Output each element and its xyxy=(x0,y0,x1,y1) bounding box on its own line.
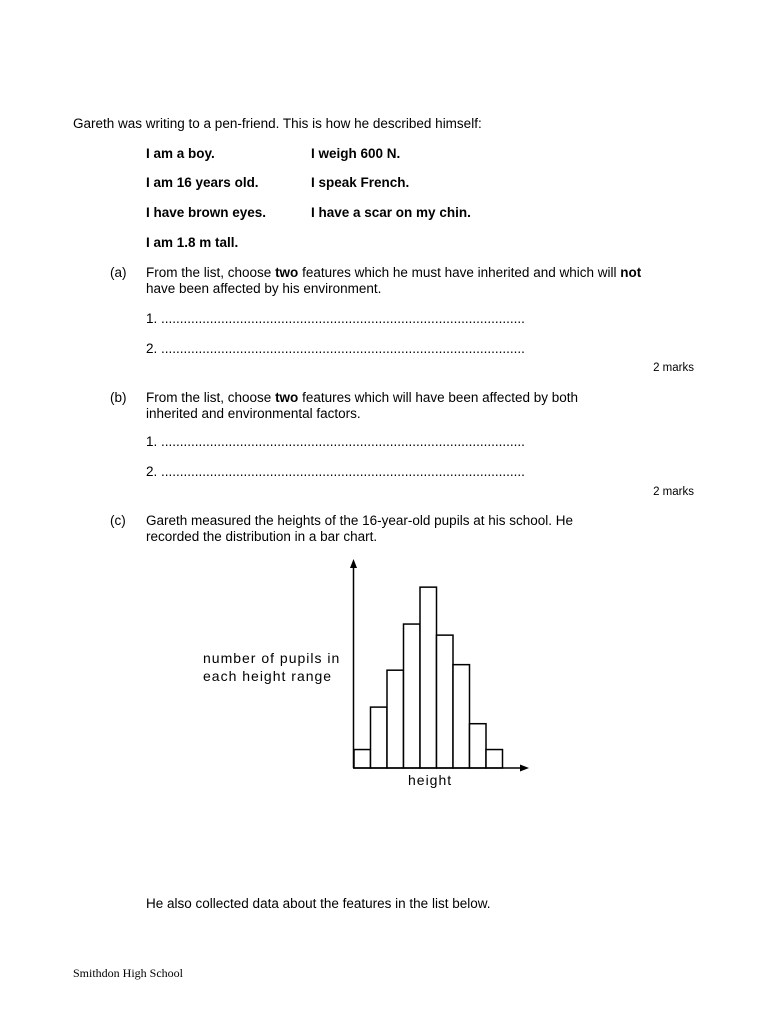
part-c-question: Gareth measured the heights of the 16-year-old pupils at his school. He recorded the distribution in a bar chart. xyxy=(146,513,573,544)
marks-a: 2 marks xyxy=(653,362,694,374)
bar-6 xyxy=(437,635,454,768)
bar-9 xyxy=(486,750,503,768)
feature-item: I am 1.8 m tall. xyxy=(146,235,239,250)
y-axis-arrow xyxy=(350,559,357,568)
bar-5 xyxy=(420,587,437,768)
bar-7 xyxy=(453,665,470,768)
bar-1 xyxy=(354,750,371,768)
bar-4 xyxy=(404,624,421,768)
marks-b: 2 marks xyxy=(653,486,694,498)
answer-line-a2[interactable]: 2. ................................................................................................. xyxy=(146,341,525,356)
feature-item: I am a boy. xyxy=(146,146,215,161)
footer-school-name: Smithdon High School xyxy=(73,966,184,980)
feature-item: I speak French. xyxy=(311,175,410,190)
bar-8 xyxy=(470,724,487,768)
answer-line-a1[interactable]: 1. ................................................................................................. xyxy=(146,311,525,326)
feature-item: I am 16 years old. xyxy=(146,175,259,190)
closing-text: He also collected data about the features in the list below. xyxy=(146,896,491,911)
part-a-label: (a) xyxy=(110,265,127,280)
part-b-label: (b) xyxy=(110,390,127,405)
part-b-question: From the list, choose two features which will have been affected by both inherited and environmental factors. xyxy=(146,390,578,421)
intro-text: Gareth was writing to a pen-friend. This is how he described himself: xyxy=(73,116,482,131)
feature-item: I have brown eyes. xyxy=(146,205,267,220)
answer-line-b1[interactable]: 1. ................................................................................................. xyxy=(146,434,525,449)
chart-ylabel: number of pupils in each height range xyxy=(203,650,341,684)
part-c-label: (c) xyxy=(110,513,126,528)
feature-item: I have a scar on my chin. xyxy=(311,205,471,220)
answer-line-b2[interactable]: 2. ................................................................................................. xyxy=(146,464,525,479)
part-a-question: From the list, choose two features which he must have inherited and which will not have been affected by his environment. xyxy=(146,265,642,296)
feature-item: I weigh 600 N. xyxy=(311,146,401,161)
bar-3 xyxy=(387,670,404,768)
height-bar-chart xyxy=(340,555,540,780)
chart-xlabel: height xyxy=(408,772,453,788)
bar-2 xyxy=(371,707,388,768)
x-axis-arrow xyxy=(520,765,529,772)
